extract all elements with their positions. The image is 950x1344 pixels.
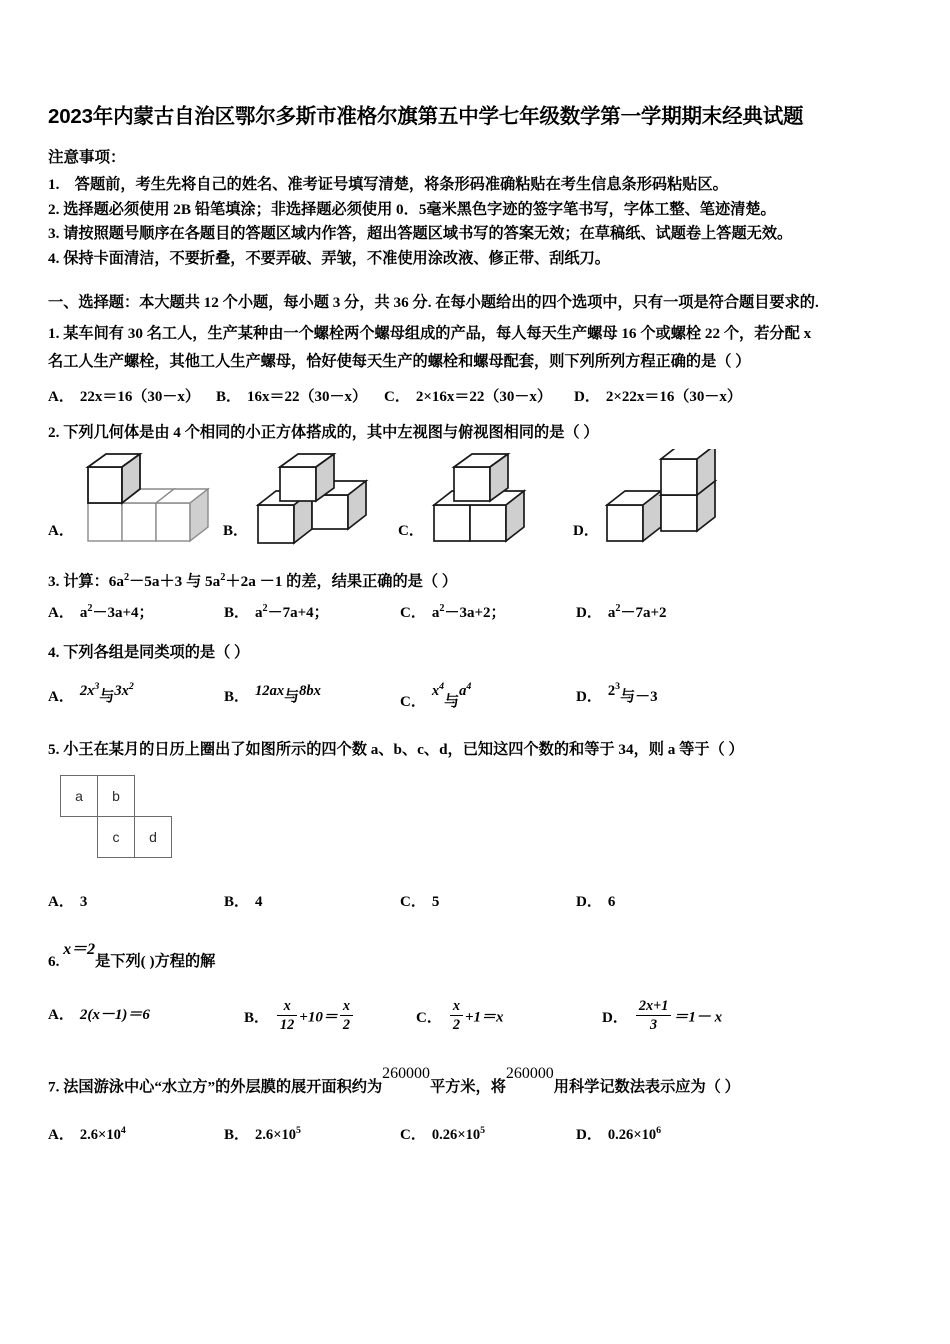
- notice-item-4: [48, 247, 904, 272]
- notice-item-4-text: 保持卡面清洁，不要折叠，不要弄破、弄皱，不准使用涂改液、修正带、刮纸刀。: [63, 249, 610, 267]
- question-2-option-b[interactable]: [223, 456, 398, 554]
- question-2: [48, 421, 904, 554]
- cube-stack-d-icon: [603, 449, 733, 554]
- question-2-option-a-label: A．: [48, 522, 74, 539]
- question-1: [48, 322, 904, 412]
- calendar-cell-d: d: [134, 816, 172, 858]
- notice-item-3-text: 请按照题号顺序在各题目的答题区域内作答，超出答题区域书写的答案无效；在草稿纸、试题卷上答题无效。: [63, 225, 793, 243]
- question-7: [48, 1056, 904, 1149]
- question-5-option-b[interactable]: [224, 889, 400, 916]
- question-6-text: 是下列( )方程的解: [95, 952, 216, 970]
- question-6-option-b-value: $\frac{x}{12}$ +10＝ $\frac{x}{2}$: [275, 998, 355, 1034]
- question-5-option-c[interactable]: [400, 889, 576, 916]
- question-7-option-a[interactable]: [48, 1122, 224, 1149]
- notice-heading: 注意事项：: [48, 148, 126, 166]
- question-5-stem: [48, 738, 904, 763]
- question-1-option-d-value: 2×22x＝16（30－x）: [605, 389, 742, 406]
- question-4-option-b-value: 12ax与8bx: [255, 683, 321, 706]
- question-5-option-d-value: 6: [607, 893, 616, 910]
- question-3-option-d[interactable]: [576, 600, 752, 627]
- question-7-option-c-label: C．: [400, 1126, 426, 1143]
- question-5-option-d[interactable]: [576, 889, 752, 916]
- question-1-option-d[interactable]: [574, 384, 742, 411]
- question-6-stem: [48, 932, 904, 978]
- question-7-number-2: 260000: [505, 1064, 554, 1082]
- question-5-option-a-value: 3: [79, 893, 88, 910]
- question-3-stem: [48, 570, 904, 595]
- question-3-text-post: ＋2a －1 的差，结果正确的是（ ）: [225, 572, 458, 590]
- notice-block: [48, 146, 904, 272]
- question-3-option-a-label: A．: [48, 605, 74, 622]
- question-4-option-c-value: $x^4$与$a^4$: [431, 681, 472, 711]
- question-7-text-mid: 平方米，将: [429, 1078, 506, 1096]
- question-4-option-c-label: C．: [400, 694, 426, 711]
- question-5-option-c-label: C．: [400, 893, 426, 910]
- question-4-options: [48, 678, 904, 716]
- question-7-option-d-value: $0.26\times 10^6$: [607, 1124, 662, 1143]
- question-6-options: [48, 998, 904, 1034]
- notice-item-2: [48, 198, 904, 223]
- question-1-option-a[interactable]: [48, 384, 216, 411]
- question-4-option-b[interactable]: [224, 678, 400, 716]
- question-4-option-c[interactable]: [400, 678, 576, 716]
- question-1-stem-line-1: [48, 322, 904, 347]
- question-1-option-b[interactable]: [216, 384, 384, 411]
- question-4-option-a[interactable]: [48, 678, 224, 716]
- question-2-option-d-label: D．: [573, 522, 599, 539]
- question-3-options: [48, 600, 904, 627]
- calendar-cell-a: a: [60, 775, 98, 817]
- question-7-options: [48, 1122, 904, 1149]
- question-2-option-a[interactable]: [48, 456, 223, 554]
- question-3-option-c-value: $a^2-3a+2$；: [431, 603, 506, 622]
- question-7-option-a-label: A．: [48, 1126, 74, 1143]
- question-6-option-d-value: $\frac{2x+1}{3}$ ＝1－ x: [634, 998, 722, 1034]
- question-5-option-d-label: D．: [576, 893, 602, 910]
- question-1-options: [48, 384, 904, 411]
- question-7-option-d-label: D．: [576, 1126, 602, 1143]
- question-7-number: 7.: [48, 1078, 60, 1096]
- question-2-option-c[interactable]: [398, 456, 573, 554]
- question-1-stem-line-2: 名工人生产螺栓，其他工人生产螺母，恰好使每天生产的螺栓和螺母配套，则下列所列方程正确的是（ ）: [48, 353, 751, 371]
- question-7-option-c[interactable]: [400, 1122, 576, 1149]
- question-3-option-a-value: $a^2-3a+4$；: [79, 603, 154, 622]
- question-5-option-a[interactable]: [48, 889, 224, 916]
- question-3-option-d-label: D．: [576, 605, 602, 622]
- question-1-option-a-label: A．: [48, 389, 74, 406]
- question-1-option-c-value: 2×16x＝22（30－x）: [415, 389, 552, 406]
- question-4-option-d[interactable]: [576, 678, 752, 716]
- question-7-option-b[interactable]: [224, 1122, 400, 1149]
- question-3-text-pre: 计算：6a: [63, 572, 124, 590]
- question-6-option-c-label: C．: [416, 1009, 442, 1026]
- question-5-number: 5.: [48, 741, 60, 759]
- notice-item-1: [48, 173, 904, 198]
- question-2-stem: [48, 421, 904, 446]
- question-6-option-c[interactable]: [416, 998, 602, 1034]
- question-3-option-a[interactable]: [48, 600, 224, 627]
- question-2-number: 2.: [48, 424, 60, 442]
- question-5-option-b-label: B．: [224, 893, 250, 910]
- question-6-option-a-value: 2(x－1)＝6: [79, 1007, 150, 1024]
- question-6-option-b[interactable]: [244, 998, 416, 1034]
- question-6: [48, 932, 904, 1034]
- question-6-option-d-label: D．: [602, 1009, 628, 1026]
- question-6-math: x＝2: [63, 940, 96, 958]
- question-2-option-c-label: C．: [398, 522, 424, 539]
- question-7-option-c-value: $0.26\times 10^5$: [431, 1124, 486, 1143]
- question-7-option-b-value: $2.6\times 10^5$: [255, 1124, 301, 1143]
- calendar-cell-b: b: [97, 775, 135, 817]
- question-3-option-b[interactable]: [224, 600, 400, 627]
- question-3-number: 3.: [48, 572, 60, 590]
- cube-stack-b-icon: [252, 453, 377, 554]
- notice-item-4-number: 4.: [48, 249, 60, 267]
- question-3-sup-1: 2: [123, 571, 130, 583]
- question-1-option-b-label: B．: [216, 389, 242, 406]
- question-1-option-c[interactable]: [384, 384, 574, 411]
- question-1-option-a-value: 22x＝16（30－x）: [79, 389, 200, 406]
- question-3-text-mid: －5a＋3 与 5a: [129, 572, 221, 590]
- question-4-option-b-label: B．: [224, 689, 250, 706]
- question-3-option-b-value: $a^2-7a+4$；: [255, 603, 329, 622]
- calendar-figure: [60, 775, 200, 863]
- question-2-option-b-label: B．: [223, 522, 249, 539]
- question-5: [48, 738, 904, 916]
- notice-item-2-text: 选择题必须使用 2B 铅笔填涂；非选择题必须使用 0．5毫米黑色字迹的签字笔书写，字体工整、笔迹清楚。: [63, 200, 776, 218]
- question-2-option-d[interactable]: [573, 456, 748, 554]
- question-2-text: 下列几何体是由 4 个相同的小正方体搭成的，其中左视图与俯视图相同的是（ ）: [63, 424, 599, 442]
- page-content: [48, 104, 904, 1149]
- question-1-option-b-value: 16x＝22（30－x）: [247, 389, 368, 406]
- question-5-options: [48, 889, 904, 916]
- question-4-option-a-label: A．: [48, 689, 74, 706]
- question-6-number: 6.: [48, 952, 60, 970]
- notice-item-1-text: 答题前，考生先将自己的姓名、准考证号填写清楚，将条形码准确粘贴在考生信息条形码粘贴区。: [74, 175, 728, 193]
- question-3-option-b-label: B．: [224, 605, 250, 622]
- notice-item-2-number: 2.: [48, 200, 60, 218]
- notice-item-1-number: 1.: [48, 175, 60, 193]
- question-1-number: 1.: [48, 324, 60, 342]
- question-7-option-a-value: $2.6\times 10^4$: [79, 1124, 126, 1143]
- question-3-option-c[interactable]: [400, 600, 576, 627]
- question-6-option-a[interactable]: [48, 1002, 244, 1029]
- page-title: 2023年内蒙古自治区鄂尔多斯市准格尔旗第五中学七年级数学第一学期期末经典试题: [48, 105, 804, 128]
- question-5-text: 小王在某月的日历上圈出了如图所示的四个数 a、b、c、d，已知这四个数的和等于 34，则 a 等于（ ）: [63, 741, 744, 759]
- question-7-option-d[interactable]: [576, 1122, 661, 1149]
- question-4: [48, 641, 904, 716]
- question-6-option-c-value: $\frac{x}{2}$ +1＝x: [448, 998, 504, 1034]
- question-6-option-d[interactable]: [602, 998, 722, 1034]
- question-7-number-1: 260000: [382, 1064, 430, 1082]
- question-3-sup-2: 2: [220, 571, 226, 583]
- cube-stack-c-icon: [428, 453, 548, 554]
- question-5-option-a-label: A．: [48, 893, 74, 910]
- question-1-option-d-label: D．: [574, 389, 600, 406]
- section-heading-multiple-choice: 一、选择题：本大题共 12 个小题，每小题 3 分，共 36 分. 在每小题给出的四个选项中，只有一项是符合题目要求的.: [48, 294, 819, 312]
- question-7-option-b-label: B．: [224, 1126, 250, 1143]
- question-7-stem: [48, 1056, 904, 1104]
- question-4-option-a-value: $2x^3$与$3x^2$: [79, 681, 134, 706]
- question-5-option-c-value: 5: [431, 893, 440, 910]
- question-4-option-d-value: $2^3$与－3: [607, 681, 658, 706]
- notice-item-3: [48, 222, 904, 247]
- question-5-option-b-value: 4: [255, 893, 263, 910]
- question-4-text: 下列各组是同类项的是（ ）: [63, 644, 250, 662]
- question-4-number: 4.: [48, 644, 60, 662]
- question-3-option-d-value: $a^2-7a+2$: [607, 603, 667, 622]
- question-7-text-post: 用科学记数法表示应为（ ）: [553, 1078, 740, 1096]
- question-2-figures: [48, 456, 904, 554]
- question-4-stem: [48, 641, 904, 666]
- question-1-text-1: 某车间有 30 名工人，生产某种由一个螺栓两个螺母组成的产品，每人每天生产螺母 16 个或螺栓 22 个，若分配 x: [63, 324, 812, 342]
- question-3: [48, 570, 904, 628]
- question-4-option-d-label: D．: [576, 689, 602, 706]
- question-1-option-c-label: C．: [384, 389, 410, 406]
- question-3-option-c-label: C．: [400, 605, 426, 622]
- question-7-text-pre: 法国游泳中心“水立方”的外层膜的展开面积约为: [63, 1078, 383, 1096]
- calendar-cell-c: c: [97, 816, 135, 858]
- question-6-option-a-label: A．: [48, 1007, 74, 1024]
- question-6-option-b-label: B．: [244, 1009, 270, 1026]
- notice-item-3-number: 3.: [48, 225, 60, 243]
- cube-stack-a-icon: [78, 453, 218, 554]
